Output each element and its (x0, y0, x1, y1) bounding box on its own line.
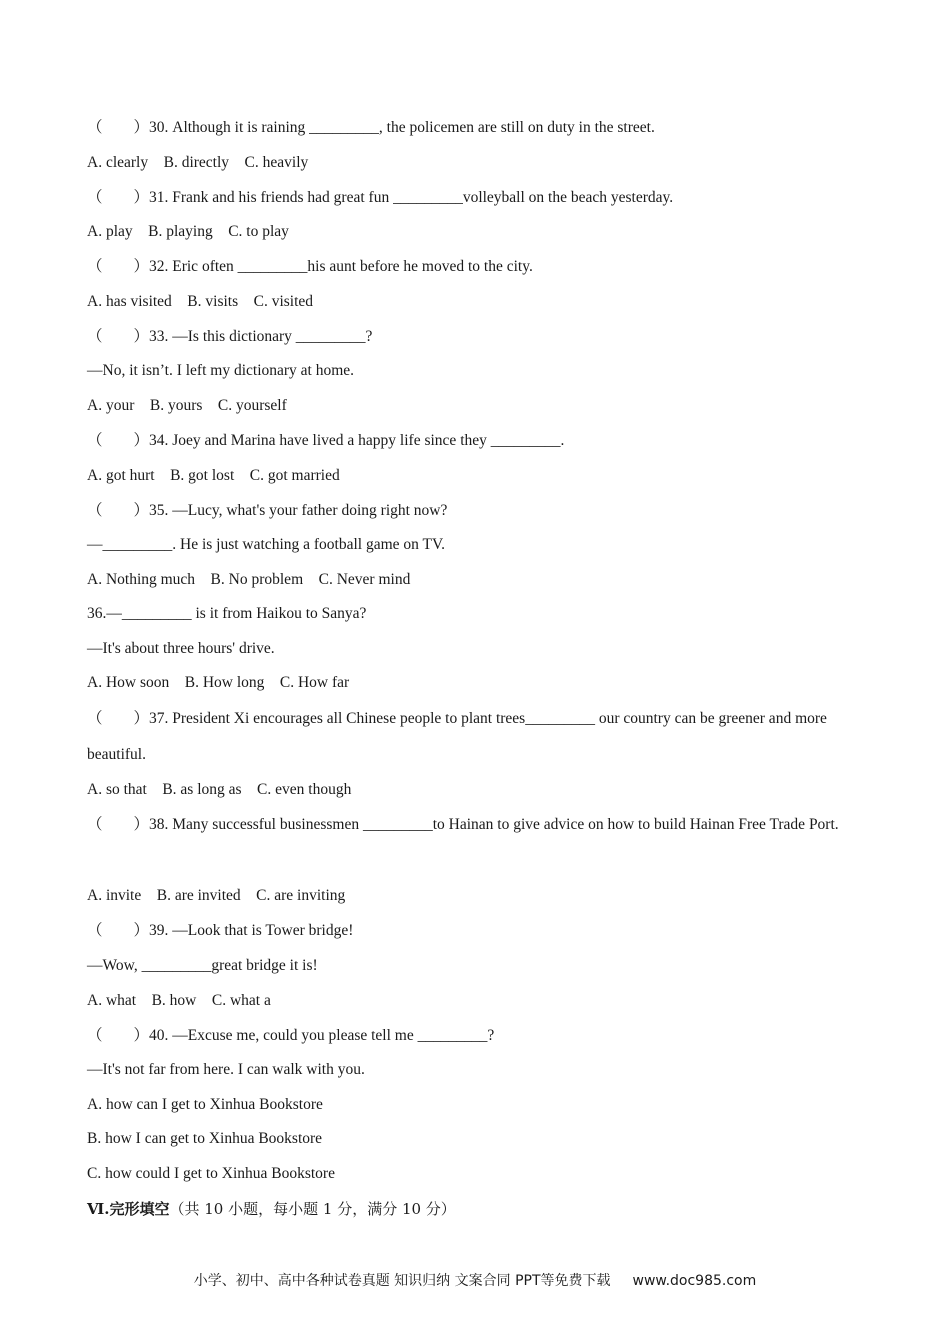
section-heading (87, 1199, 864, 1219)
question-line: （ ）32. Eric often _________his aunt before he moved to the city. (87, 258, 533, 275)
options-line: B. how I can get to Xinhua Bookstore (87, 1130, 323, 1147)
options-line: A. play B. playing C. to play (87, 223, 289, 240)
question-line: （ ）34. Joey and Marina have lived a happy life since they _________. (87, 432, 565, 449)
options-line: A. how can I get to Xinhua Bookstore (87, 1096, 323, 1113)
section-note: （共 10 小题，每小题 1 分，满分 10 分） (169, 1200, 456, 1218)
question-line: （ ）35. —Lucy, what's your father doing right now? (87, 502, 448, 519)
dialogue-line: —Wow, _________great bridge it is! (87, 957, 318, 974)
footer-text: 小学、初中、高中各种试卷真题 知识归纳 文案合同 PPT等免费下载 (193, 1273, 611, 1289)
options-line: C. how could I get to Xinhua Bookstore (87, 1165, 335, 1182)
question-line: （ ）39. —Look that is Tower bridge! (87, 922, 354, 939)
options-line: A. clearly B. directly C. heavily (87, 154, 309, 171)
dialogue-line: —_________. He is just watching a football game on TV. (87, 536, 446, 553)
question-line: （ ）31. Frank and his friends had great fun _________volleyball on the beach yesterday. (87, 189, 674, 206)
question-line: 36.—_________ is it from Haikou to Sanya? (87, 605, 367, 622)
options-line: A. Nothing much B. No problem C. Never mind (87, 571, 411, 588)
question-line: （ ）38. Many successful businessmen _________to Hainan to give advice on how to build Hainan Free Trade Port. (87, 816, 839, 833)
options-line: A. your B. yours C. yourself (87, 397, 287, 414)
footer-site: www.doc985.com (632, 1273, 757, 1289)
options-line: A. invite B. are invited C. are inviting (87, 887, 346, 904)
question-line: （ ）37. President Xi encourages all Chinese people to plant trees_________ our country can be greener and more beautiful. (87, 710, 827, 763)
dialogue-line: —No, it isn’t. I left my dictionary at home. (87, 362, 355, 379)
question-line: （ ）33. —Is this dictionary _________? (87, 328, 373, 345)
section-title: Ⅵ.完形填空 (87, 1200, 170, 1218)
question-line: （ ）30. Although it is raining _________, the policemen are still on duty in the street. (87, 119, 655, 136)
dialogue-line: —It's not far from here. I can walk with you. (87, 1061, 365, 1078)
options-line: A. what B. how C. what a (87, 992, 271, 1009)
options-line: A. How soon B. How long C. How far (87, 674, 350, 691)
question-line: （ ）40. —Excuse me, could you please tell me _________? (87, 1027, 495, 1044)
options-line: A. got hurt B. got lost C. got married (87, 467, 340, 484)
options-line: A. has visited B. visits C. visited (87, 293, 314, 310)
options-line: A. so that B. as long as C. even though (87, 781, 352, 798)
page-footer (0, 1270, 950, 1290)
dialogue-line: —It's about three hours' drive. (87, 640, 275, 657)
